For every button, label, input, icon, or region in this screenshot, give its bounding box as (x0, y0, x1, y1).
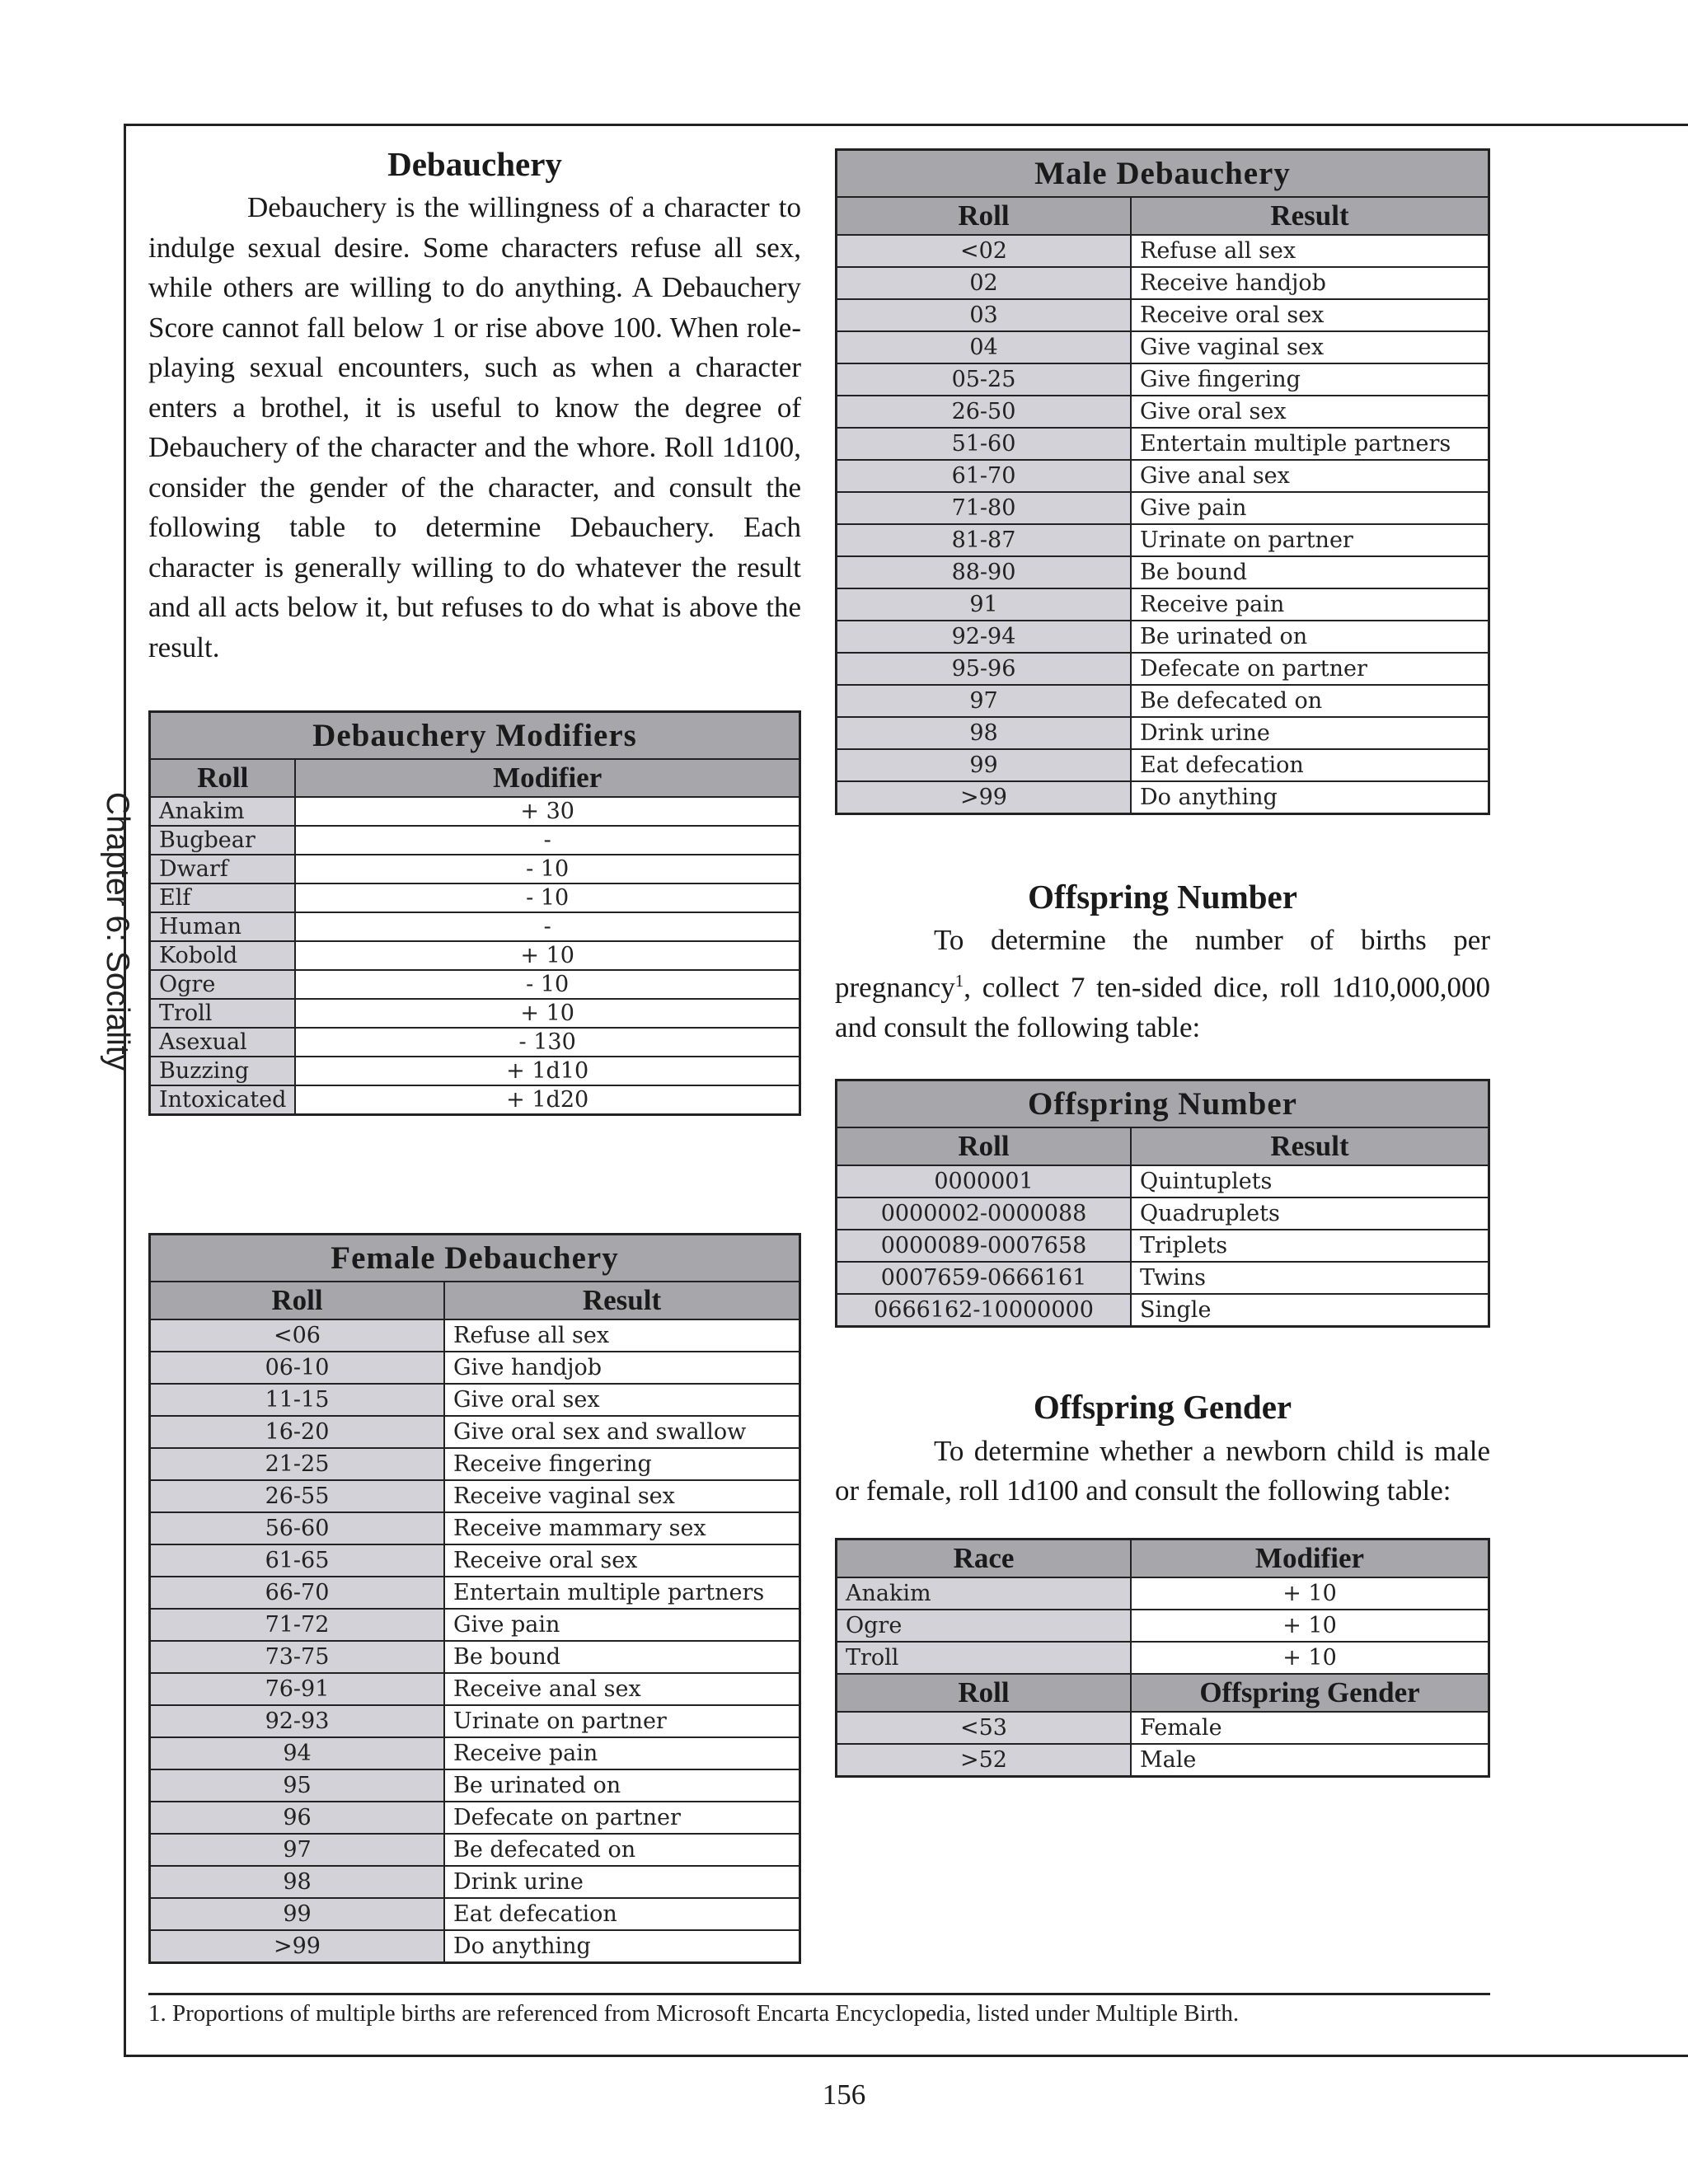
table-row (150, 1737, 800, 1769)
column-header: Result (1131, 197, 1489, 235)
cell-result: Give oral sex and swallow (444, 1416, 800, 1448)
cell-roll: 03 (837, 299, 1132, 331)
table-row (837, 524, 1489, 556)
cell-roll: 92-94 (837, 621, 1132, 653)
female-debauchery-table (148, 1233, 801, 1964)
cell-roll: Bugbear (150, 826, 296, 855)
column-header: Roll (150, 1282, 445, 1319)
cell-result: Give oral sex (1131, 396, 1489, 428)
cell-roll: Buzzing (150, 1057, 296, 1085)
cell-roll: 61-70 (837, 460, 1132, 492)
cell-roll: 98 (837, 717, 1132, 749)
table-row (150, 1085, 800, 1115)
table-row (150, 1384, 800, 1416)
cell-result: Give handjob (444, 1352, 800, 1384)
cell-result: Receive pain (1131, 588, 1489, 621)
table-row (150, 1705, 800, 1737)
offspring-number-heading: Offspring Number (1028, 878, 1297, 916)
cell-roll: 98 (150, 1866, 445, 1898)
cell-result: - (295, 826, 799, 855)
cell-roll: Ogre (837, 1610, 1132, 1642)
cell-roll: >99 (150, 1930, 445, 1963)
cell-roll: 04 (837, 331, 1132, 363)
cell-roll: Dwarf (150, 855, 296, 883)
cell-roll: 0000001 (837, 1165, 1132, 1197)
cell-result: Do anything (444, 1930, 800, 1963)
cell-roll: 05-25 (837, 363, 1132, 396)
cell-result: Be bound (444, 1641, 800, 1673)
cell-result: + 10 (295, 999, 799, 1028)
cell-roll: >52 (837, 1744, 1132, 1777)
column-header: Result (444, 1282, 800, 1319)
cell-roll: 51-60 (837, 428, 1132, 460)
cell-roll: 76-91 (150, 1673, 445, 1705)
cell-roll: 95 (150, 1769, 445, 1802)
table-row (837, 396, 1489, 428)
cell-result: Refuse all sex (444, 1319, 800, 1352)
table-row (837, 235, 1489, 267)
cell-result: Drink urine (1131, 717, 1489, 749)
table-row (837, 267, 1489, 299)
table-row (150, 1448, 800, 1480)
table-row (837, 588, 1489, 621)
table-row (150, 1802, 800, 1834)
cell-result: Receive handjob (1131, 267, 1489, 299)
cell-roll: >99 (837, 781, 1132, 814)
cell-result: + 1d20 (295, 1085, 799, 1115)
cell-roll: Troll (837, 1642, 1132, 1674)
gender-roll-body (837, 1712, 1489, 1777)
offspring-text-b: , collect 7 ten-sided dice, roll 1d10,000,000 and consult the following table: (835, 971, 1490, 1043)
cell-result: - 10 (295, 970, 799, 999)
cell-result: - 130 (295, 1028, 799, 1057)
cell-result: + 10 (1131, 1642, 1489, 1674)
offspring-gender-paragraph: To determine whether a newborn child is male or female, roll 1d100 and consult the following table: (835, 1434, 1490, 1507)
table-row (837, 653, 1489, 685)
table-row (837, 1197, 1489, 1230)
cell-result: Give fingering (1131, 363, 1489, 396)
table-row (837, 1165, 1489, 1197)
cell-roll: 0000002-0000088 (837, 1197, 1132, 1230)
column-header: Roll (837, 1127, 1132, 1165)
table-row (150, 883, 800, 912)
cell-result: Quintuplets (1131, 1165, 1489, 1197)
cell-roll: 97 (837, 685, 1132, 717)
column-header: Modifier (295, 759, 799, 797)
table-row (150, 1319, 800, 1352)
cell-roll: 26-50 (837, 396, 1132, 428)
cell-roll: Anakim (837, 1577, 1132, 1610)
cell-result: + 10 (1131, 1577, 1489, 1610)
gender-race-body (837, 1577, 1489, 1674)
cell-result: + 1d10 (295, 1057, 799, 1085)
cell-result: Quadruplets (1131, 1197, 1489, 1230)
cell-result: Receive pain (444, 1737, 800, 1769)
modifiers-body (150, 797, 800, 1115)
offspring-body (837, 1165, 1489, 1327)
offspring-number-table (835, 1079, 1490, 1328)
cell-roll: 95-96 (837, 653, 1132, 685)
cell-result: Receive anal sex (444, 1673, 800, 1705)
cell-result: - 10 (295, 883, 799, 912)
cell-result: Eat defecation (444, 1898, 800, 1930)
table-row (837, 492, 1489, 524)
cell-result: Eat defecation (1131, 749, 1489, 781)
table-row (837, 1230, 1489, 1262)
table-row (150, 1834, 800, 1866)
cell-roll: 92-93 (150, 1705, 445, 1737)
cell-result: Defecate on partner (444, 1802, 800, 1834)
table-row (150, 1769, 800, 1802)
table-title: Female Debauchery (150, 1235, 800, 1282)
debauchery-modifiers-table (148, 710, 801, 1116)
table-row (150, 912, 800, 941)
cell-result: Refuse all sex (1131, 235, 1489, 267)
footnote-rule (148, 1993, 1490, 1995)
table-row (837, 363, 1489, 396)
cell-result: + 10 (1131, 1610, 1489, 1642)
cell-roll: 99 (837, 749, 1132, 781)
column-header: Result (1131, 1127, 1489, 1165)
column-header: Modifier (1131, 1539, 1489, 1577)
cell-result: - (295, 912, 799, 941)
table-row (150, 1609, 800, 1641)
cell-roll: Elf (150, 883, 296, 912)
table-row (837, 460, 1489, 492)
cell-roll: 71-72 (150, 1609, 445, 1641)
page-frame-bottom (124, 2055, 1688, 2057)
cell-roll: 06-10 (150, 1352, 445, 1384)
table-row (837, 685, 1489, 717)
cell-roll: 88-90 (837, 556, 1132, 588)
table-row (837, 556, 1489, 588)
table-row (150, 1057, 800, 1085)
cell-roll: 71-80 (837, 492, 1132, 524)
offspring-gender-heading: Offspring Gender (1033, 1388, 1292, 1427)
cell-roll: 0007659-0666161 (837, 1262, 1132, 1294)
cell-result: Receive oral sex (1131, 299, 1489, 331)
cell-roll: Human (150, 912, 296, 941)
table-row (837, 1712, 1489, 1744)
cell-result: Be urinated on (1131, 621, 1489, 653)
column-header: Offspring Gender (1131, 1674, 1489, 1712)
cell-roll: Troll (150, 999, 296, 1028)
table-row (150, 941, 800, 970)
table-row (837, 749, 1489, 781)
cell-result: Be urinated on (444, 1769, 800, 1802)
cell-roll: 02 (837, 267, 1132, 299)
column-header: Roll (837, 1674, 1132, 1712)
table-row (150, 855, 800, 883)
male-debauchery-table (835, 148, 1490, 815)
cell-roll: 96 (150, 1802, 445, 1834)
table-row (837, 428, 1489, 460)
cell-result: Receive fingering (444, 1448, 800, 1480)
cell-result: Defecate on partner (1131, 653, 1489, 685)
debauchery-heading: Debauchery (387, 145, 562, 183)
table-row (150, 1930, 800, 1963)
footnote-marker: 1 (954, 970, 964, 991)
table-row (837, 1577, 1489, 1610)
column-header: Race (837, 1539, 1132, 1577)
cell-result: Triplets (1131, 1230, 1489, 1262)
cell-result: Single (1131, 1294, 1489, 1327)
left-column (148, 144, 801, 1964)
column-header: Roll (837, 197, 1132, 235)
cell-roll: Anakim (150, 797, 296, 826)
offspring-gender-table (835, 1538, 1490, 1778)
table-row (837, 1610, 1489, 1642)
cell-roll: <06 (150, 1319, 445, 1352)
male-body (837, 235, 1489, 814)
cell-roll: 94 (150, 1737, 445, 1769)
debauchery-paragraph: Debauchery is the willingness of a character to indulge sexual desire. Some characters refuse all sex, while others are willing to do anything. A Debauchery Score cannot fall below 1 or rise above 100. When role-playing sexual encounters, such as when a character enters a brothel, it is useful to know the degree of Debauchery of the character and the whore. Roll 1d100, consider the gender of the character, and consult the following table to determine Debauchery. Each character is generally willing to do whatever the result and all acts below it, but refuses to do what is above the result. (148, 191, 801, 663)
cell-roll: 91 (837, 588, 1132, 621)
cell-roll: Asexual (150, 1028, 296, 1057)
cell-roll: 61-65 (150, 1544, 445, 1577)
table-row (150, 1898, 800, 1930)
table-row (150, 1028, 800, 1057)
table-row (150, 1544, 800, 1577)
cell-roll: 56-60 (150, 1512, 445, 1544)
table-row (150, 1866, 800, 1898)
cell-result: Receive mammary sex (444, 1512, 800, 1544)
cell-result: + 30 (295, 797, 799, 826)
cell-result: Give anal sex (1131, 460, 1489, 492)
offspring-number-paragraph (835, 921, 1490, 1047)
cell-result: + 10 (295, 941, 799, 970)
cell-roll: 73-75 (150, 1641, 445, 1673)
page-frame-left (124, 124, 126, 2057)
cell-result: Entertain multiple partners (444, 1577, 800, 1609)
table-row (150, 1512, 800, 1544)
cell-roll: 97 (150, 1834, 445, 1866)
table-row (837, 717, 1489, 749)
table-row (150, 1577, 800, 1609)
cell-result: Receive vaginal sex (444, 1480, 800, 1512)
cell-result: Give vaginal sex (1131, 331, 1489, 363)
column-header: Roll (150, 759, 296, 797)
table-row (837, 781, 1489, 814)
cell-result: Urinate on partner (1131, 524, 1489, 556)
table-row (837, 299, 1489, 331)
page-number: 156 (822, 2079, 866, 2111)
table-row (150, 1480, 800, 1512)
cell-result: Twins (1131, 1262, 1489, 1294)
cell-result: Entertain multiple partners (1131, 428, 1489, 460)
table-row (837, 1642, 1489, 1674)
cell-result: Give pain (1131, 492, 1489, 524)
cell-roll: 81-87 (837, 524, 1132, 556)
table-row (150, 1416, 800, 1448)
table-row (837, 331, 1489, 363)
cell-roll: <02 (837, 235, 1132, 267)
footnote: 1. Proportions of multiple births are referenced from Microsoft Encarta Encyclopedia, listed under Multiple Birth. (148, 2000, 1240, 2027)
cell-roll: 26-55 (150, 1480, 445, 1512)
cell-result: Give oral sex (444, 1384, 800, 1416)
cell-roll: 99 (150, 1898, 445, 1930)
table-row (150, 1673, 800, 1705)
table-title: Male Debauchery (837, 150, 1489, 198)
table-row (150, 1352, 800, 1384)
table-row (150, 797, 800, 826)
cell-roll: 21-25 (150, 1448, 445, 1480)
right-column (835, 148, 1490, 1778)
table-row (837, 1294, 1489, 1327)
cell-result: Urinate on partner (444, 1705, 800, 1737)
cell-roll: Kobold (150, 941, 296, 970)
cell-roll: 0000089-0007658 (837, 1230, 1132, 1262)
cell-result: Be defecated on (444, 1834, 800, 1866)
cell-roll: Intoxicated (150, 1085, 296, 1115)
cell-roll: Ogre (150, 970, 296, 999)
table-row (150, 1641, 800, 1673)
table-row (837, 621, 1489, 653)
table-row (150, 826, 800, 855)
table-row (837, 1744, 1489, 1777)
table-row (150, 999, 800, 1028)
table-title: Offspring Number (837, 1080, 1489, 1128)
cell-roll: 11-15 (150, 1384, 445, 1416)
cell-roll: 0666162-10000000 (837, 1294, 1132, 1327)
table-row (837, 1262, 1489, 1294)
cell-roll: <53 (837, 1712, 1132, 1744)
cell-roll: 16-20 (150, 1416, 445, 1448)
cell-result: Male (1131, 1744, 1489, 1777)
cell-result: Do anything (1131, 781, 1489, 814)
page-frame-top (124, 124, 1688, 126)
cell-roll: 66-70 (150, 1577, 445, 1609)
cell-result: Give pain (444, 1609, 800, 1641)
cell-result: Receive oral sex (444, 1544, 800, 1577)
cell-result: - 10 (295, 855, 799, 883)
table-title: Debauchery Modifiers (150, 712, 800, 760)
cell-result: Be defecated on (1131, 685, 1489, 717)
cell-result: Female (1131, 1712, 1489, 1744)
cell-result: Drink urine (444, 1866, 800, 1898)
female-body (150, 1319, 800, 1963)
table-row (150, 970, 800, 999)
cell-result: Be bound (1131, 556, 1489, 588)
offspring-text-a: To determine the number of births per pregnancy (835, 924, 1490, 1004)
chapter-label-text: Chapter 6: Sociality (100, 791, 135, 1071)
